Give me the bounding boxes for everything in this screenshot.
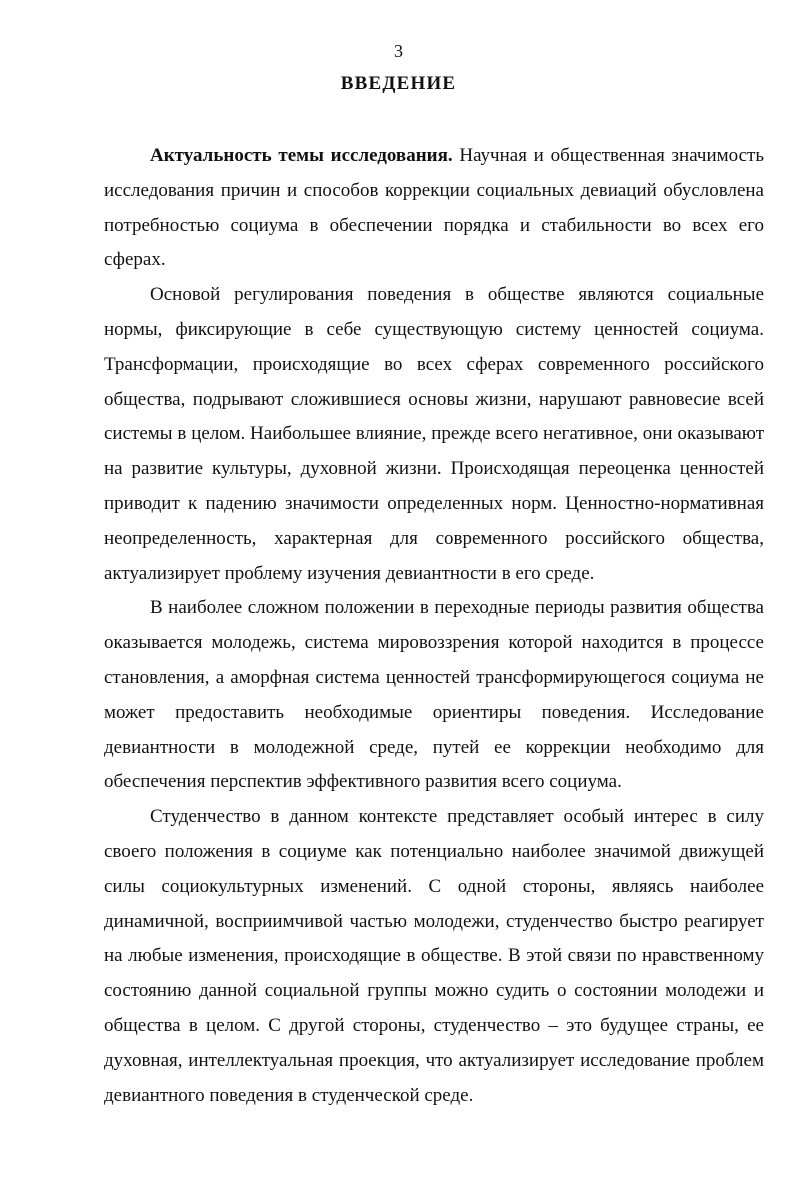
lead-phrase: Актуальность темы исследования.: [150, 145, 453, 166]
section-heading: ВВЕДЕНИЕ: [340, 73, 457, 94]
intro-text: Научная и общественная значимость исследования причин и способов коррекции социальных девиаций обусловлена потребностью социума в обеспечении порядка и стабильности во всех его сферах.: [104, 145, 765, 271]
intro-paragraph: [104, 139, 764, 278]
body-text: [104, 139, 764, 1113]
paragraph: Основой регулирования поведения в обществе являются социальные нормы, фиксирующие в себе существующую систему ценностей социума. Трансформации, происходящие во всех сферах современного российского общества, подрывают сложившиеся основы жизни, нарушают равновесие всей системы в целом. Наибольшее влияние, прежде всего негативное, они оказывают на развитие культуры, духовной жизни. Происходящая переоценка ценностей приводит к падению значимости определенных норм. Ценностно-нормативная неопределенность, характерная для современного российского общества, актуализирует проблему изучения девиантности в его среде.: [104, 284, 764, 584]
paragraph: Студенчество в данном контексте представляет особый интерес в силу своего положения в социуме как потенциально наиболее значимой движущей силы социокультурных изменений. С одной стороны, являясь наиболее динамичной, восприимчивой частью молодежи, студенчество быстро реагирует на любые изменения, происходящие в обществе. В этой связи по нравственному состоянию данной социальной группы можно судить о состоянии молодежи и общества в целом. С другой стороны, студенчество – это будущее страны, ее духовная, интеллектуальная проекция, что актуализирует исследование проблем девиантного поведения в студенческой среде.: [104, 806, 764, 1106]
page-number: 3: [394, 41, 403, 61]
paragraph: В наиболее сложном положении в переходные периоды развития общества оказывается молодежь, система мировоззрения которой находится в процессе становления, а аморфная система ценностей трансформирующегося социума не может предоставить необходимые ориентиры поведения. Исследование девиантности в молодежной среде, путей ее коррекции необходимо для обеспечения перспектив эффективного развития всего социума.: [104, 597, 764, 793]
